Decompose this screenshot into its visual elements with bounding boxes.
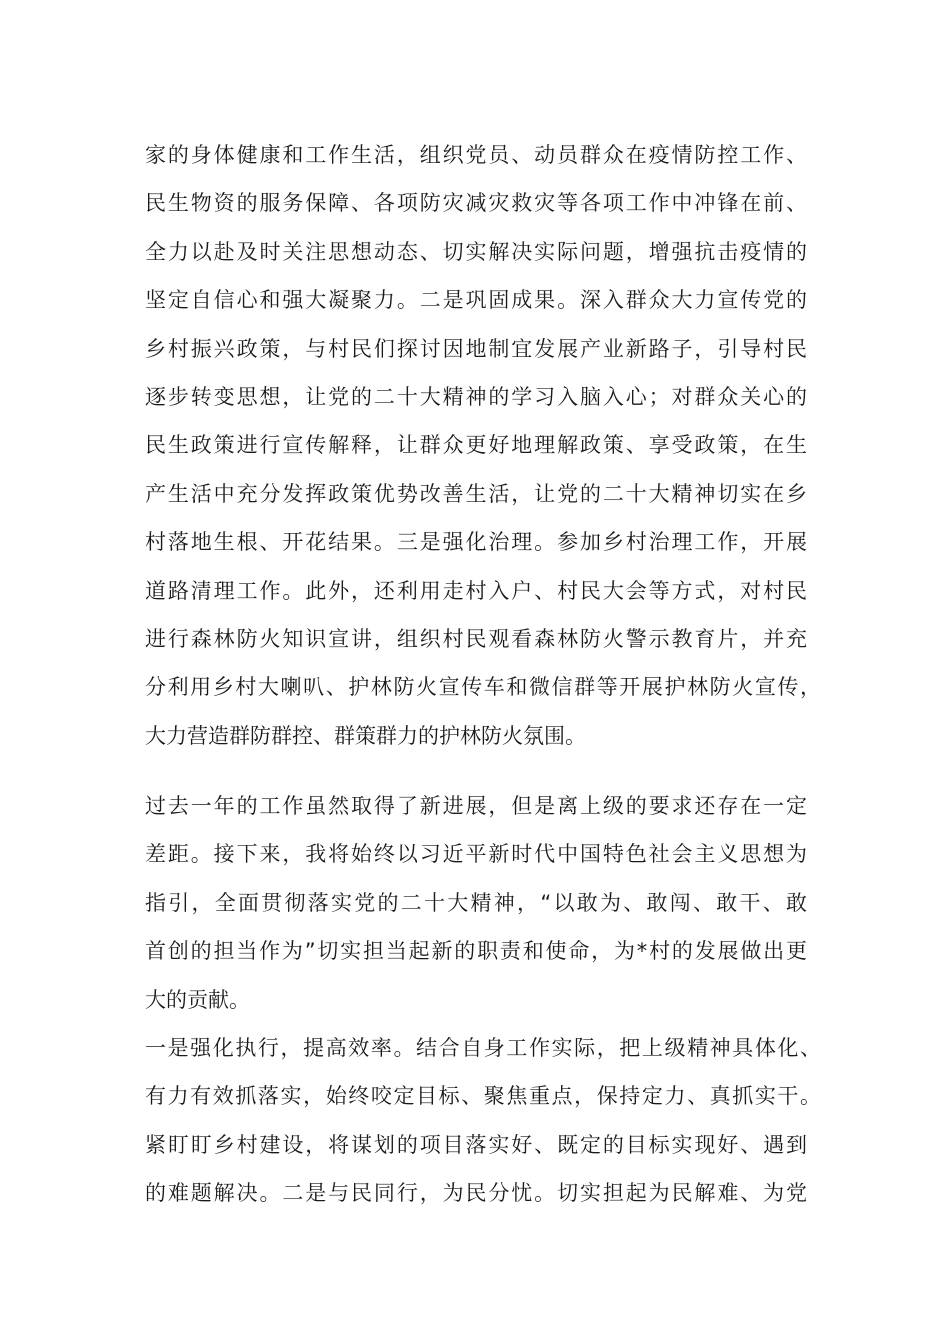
document-page bbox=[145, 133, 821, 1220]
text-line: 家的身体健康和工作生活，组织党员、动员群众在疫情防控工作、 bbox=[145, 143, 807, 167]
text-line: 大的贡献。 bbox=[145, 987, 250, 1012]
paragraph-3 bbox=[145, 1026, 821, 1220]
text-line: 坚定自信心和强大凝聚力。二是巩固成果。深入群众大力宣传党的 bbox=[145, 288, 807, 313]
paragraph-1 bbox=[145, 133, 821, 762]
text-line: 紧盯盯乡村建设，将谋划的项目落实好、既定的目标实现好、遇到 bbox=[145, 1132, 807, 1157]
text-line: 民生政策进行宣传解释，让群众更好地理解政策、享受政策，在生 bbox=[145, 433, 807, 458]
text-line: 逐步转变思想，让党的二十大精神的学习入脑入心；对群众关心的 bbox=[145, 384, 807, 409]
text-line: 一是强化执行，提高效率。结合自身工作实际，把上级精神具体化、 bbox=[145, 1036, 821, 1061]
text-line: 有力有效抓落实，始终咬定目标、聚焦重点，保持定力、真抓实干。 bbox=[145, 1084, 821, 1109]
paragraph-2 bbox=[145, 784, 807, 1026]
text-line: 大力营造群防群控、群策群力的护林防火氛围。 bbox=[145, 723, 586, 748]
text-line: 进行森林防火知识宣讲，组织村民观看森林防火警示教育片，并充 bbox=[145, 626, 807, 651]
text-line: 全力以赴及时关注思想动态、切实解决实际问题，增强抗击疫情的 bbox=[145, 239, 807, 264]
text-line: 民生物资的服务保障、各项防灾减灾救灾等各项工作中冲锋在前、 bbox=[145, 191, 807, 216]
text-line: 村落地生根、开花结果。三是强化治理。参加乡村治理工作，开展 bbox=[145, 530, 807, 555]
text-line: 道路清理工作。此外，还利用走村入户、村民大会等方式，对村民 bbox=[145, 578, 807, 603]
text-line: 过去一年的工作虽然取得了新进展，但是离上级的要求还存在一定 bbox=[145, 794, 807, 819]
text-line: 分利用乡村大喇叭、护林防火宣传车和微信群等开展护林防火宣传， bbox=[145, 675, 821, 700]
text-line: 指引，全面贯彻落实党的二十大精神，“以敢为、敢闯、敢干、敢 bbox=[145, 890, 807, 915]
text-line: 产生活中充分发挥政策优势改善生活，让党的二十大精神切实在乡 bbox=[145, 481, 807, 506]
text-line: 乡村振兴政策，与村民们探讨因地制宜发展产业新路子，引导村民 bbox=[145, 336, 807, 361]
text-line: 首创的担当作为”切实担当起新的职责和使命，为*村的发展做出更 bbox=[145, 939, 807, 964]
text-line: 的难题解决。二是与民同行，为民分忧。切实担起为民解难、为党 bbox=[145, 1181, 807, 1206]
text-line: 差距。接下来，我将始终以习近平新时代中国特色社会主义思想为 bbox=[145, 842, 807, 867]
